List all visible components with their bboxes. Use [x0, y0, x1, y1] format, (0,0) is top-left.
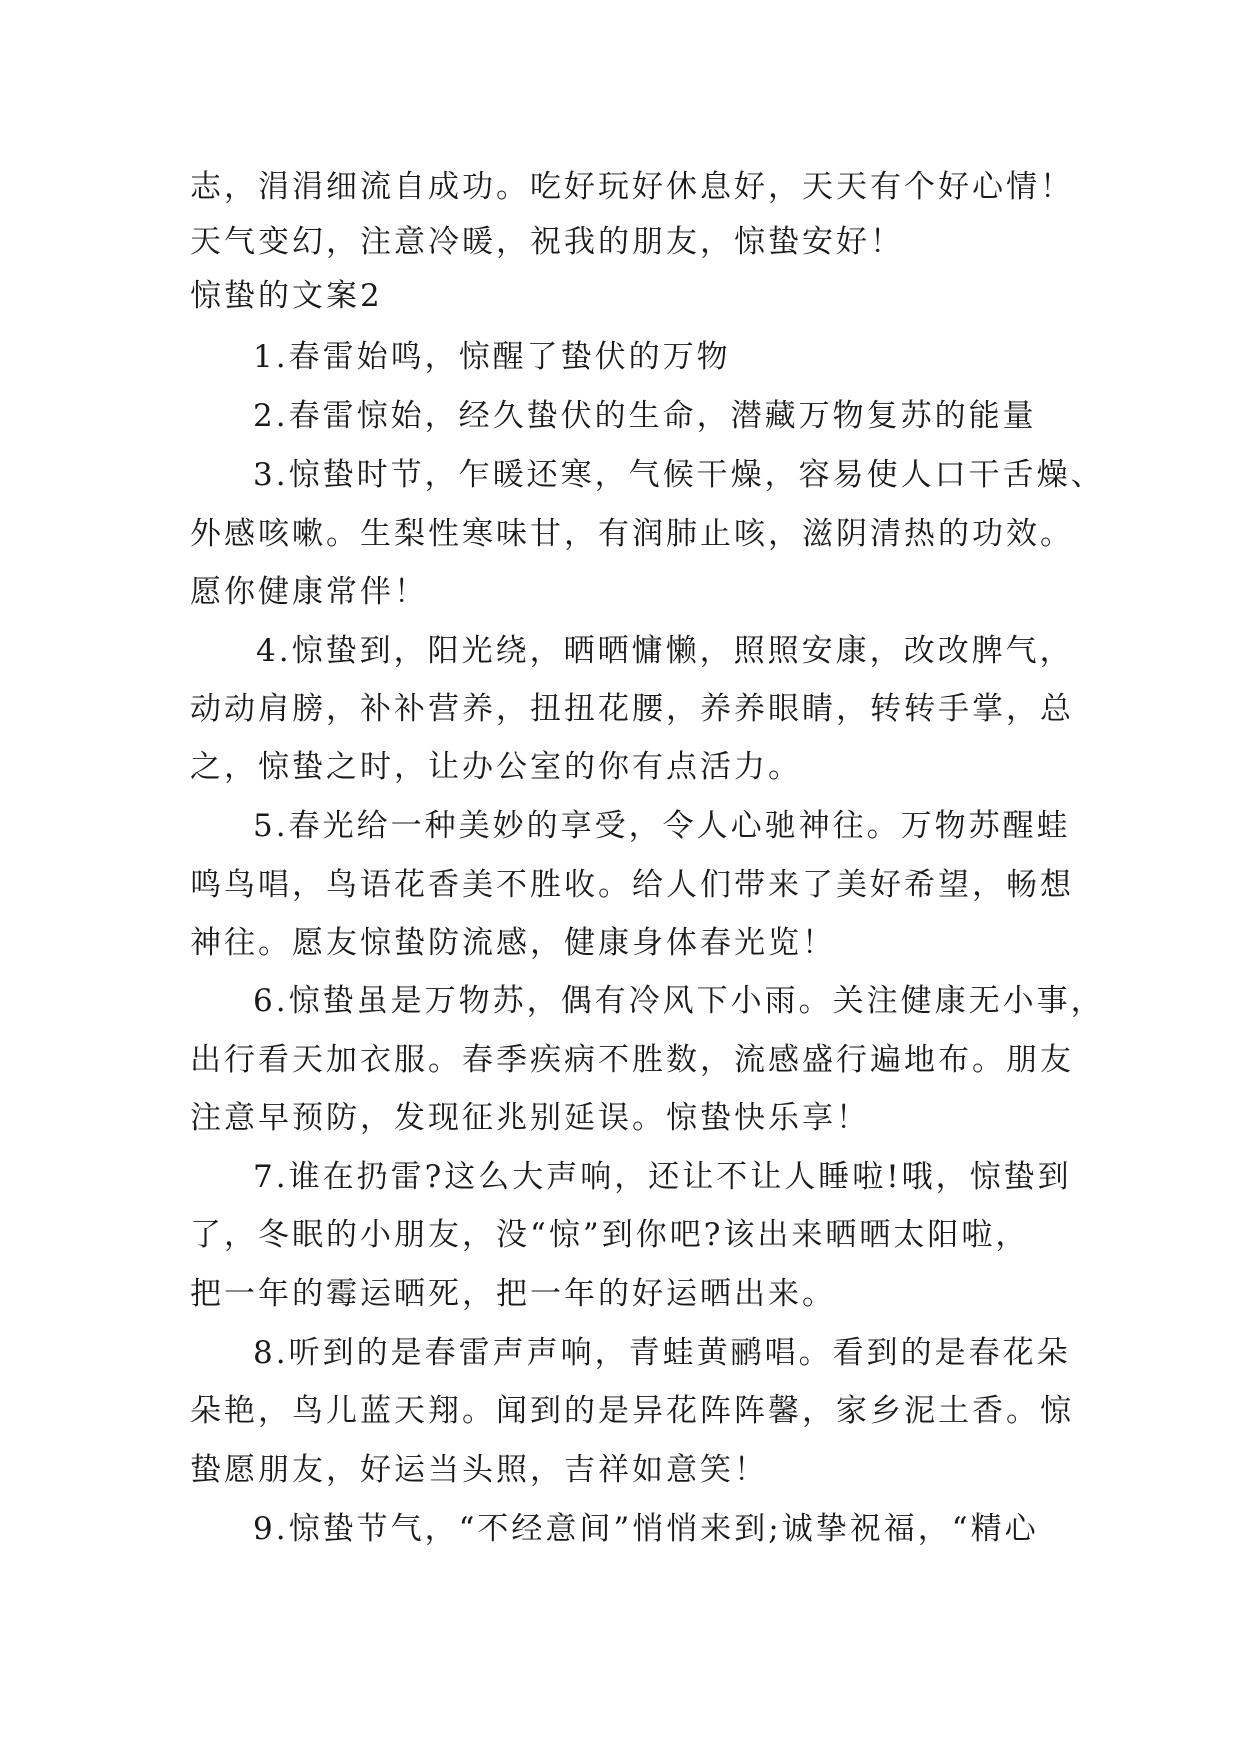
list-item-5-line-2: 鸣鸟唱，鸟语花香美不胜收。给人们带来了美好希望，畅想 [190, 867, 1074, 903]
section-heading: 惊蛰的文案2 [190, 278, 383, 314]
list-item-6-line-3: 注意早预防，发现征兆别延误。惊蛰快乐享！ [190, 1100, 870, 1136]
list-item-5-line-3: 神往。愿友惊蛰防流感，健康身体春光览！ [190, 925, 836, 961]
list-item-8-line-3: 蛰愿朋友，好运当头照，吉祥如意笑！ [190, 1452, 768, 1488]
intro-line-1: 志，涓涓细流自成功。吃好玩好休息好，天天有个好心情！ [190, 169, 1074, 205]
list-item-4-line-3: 之，惊蛰之时，让办公室的你有点活力。 [190, 749, 802, 785]
list-item-1-line-1: 1.春雷始鸣，惊醒了蛰伏的万物 [253, 339, 731, 375]
list-item-7-line-2: 了，冬眠的小朋友，没“惊”到你吧?该出来晒晒太阳啦， [190, 1217, 1030, 1253]
list-item-8-line-1: 8.听到的是春雷声声响，青蛙黄鹂唱。看到的是春花朵 [253, 1335, 1071, 1371]
list-item-5-line-1: 5.春光给一种美妙的享受，令人心驰神往。万物苏醒蛙 [253, 808, 1071, 844]
list-item-2-line-1: 2.春雷惊始，经久蛰伏的生命，潜藏万物复苏的能量 [253, 398, 1037, 434]
list-item-4-line-2: 动动肩膀，补补营养，扭扭花腰，养养眼睛，转转手掌，总 [190, 691, 1074, 727]
list-item-3-line-2: 外感咳嗽。生梨性寒味甘，有润肺止咳，滋阴清热的功效。 [190, 516, 1074, 552]
list-item-3-line-3: 愿你健康常伴！ [190, 574, 428, 610]
list-item-6-line-1: 6.惊蛰虽是万物苏，偶有冷风下小雨。关注健康无小事， [253, 983, 1105, 1019]
list-item-7-line-1: 7.谁在扔雷?这么大声响，还让不让人睡啦!哦，惊蛰到 [253, 1159, 1072, 1195]
list-item-6-line-2: 出行看天加衣服。春季疾病不胜数，流感盛行遍地布。朋友 [190, 1042, 1074, 1078]
list-item-9-line-1: 9.惊蛰节气，“不经意间”悄悄来到;诚挚祝福，“精心 [253, 1511, 1039, 1547]
list-item-3-line-1: 3.惊蛰时节，乍暖还寒，气候干燥，容易使人口干舌燥、 [253, 457, 1105, 493]
list-item-8-line-2: 朵艳，鸟儿蓝天翔。闻到的是异花阵阵馨，家乡泥土香。惊 [190, 1393, 1074, 1429]
intro-line-2: 天气变幻，注意冷暖，祝我的朋友，惊蛰安好！ [190, 224, 904, 260]
list-item-7-line-3: 把一年的霉运晒死，把一年的好运晒出来。 [190, 1276, 836, 1312]
list-item-4-line-1: 4.惊蛰到，阳光绕，晒晒慵懒，照照安康，改改脾气， [256, 633, 1074, 669]
